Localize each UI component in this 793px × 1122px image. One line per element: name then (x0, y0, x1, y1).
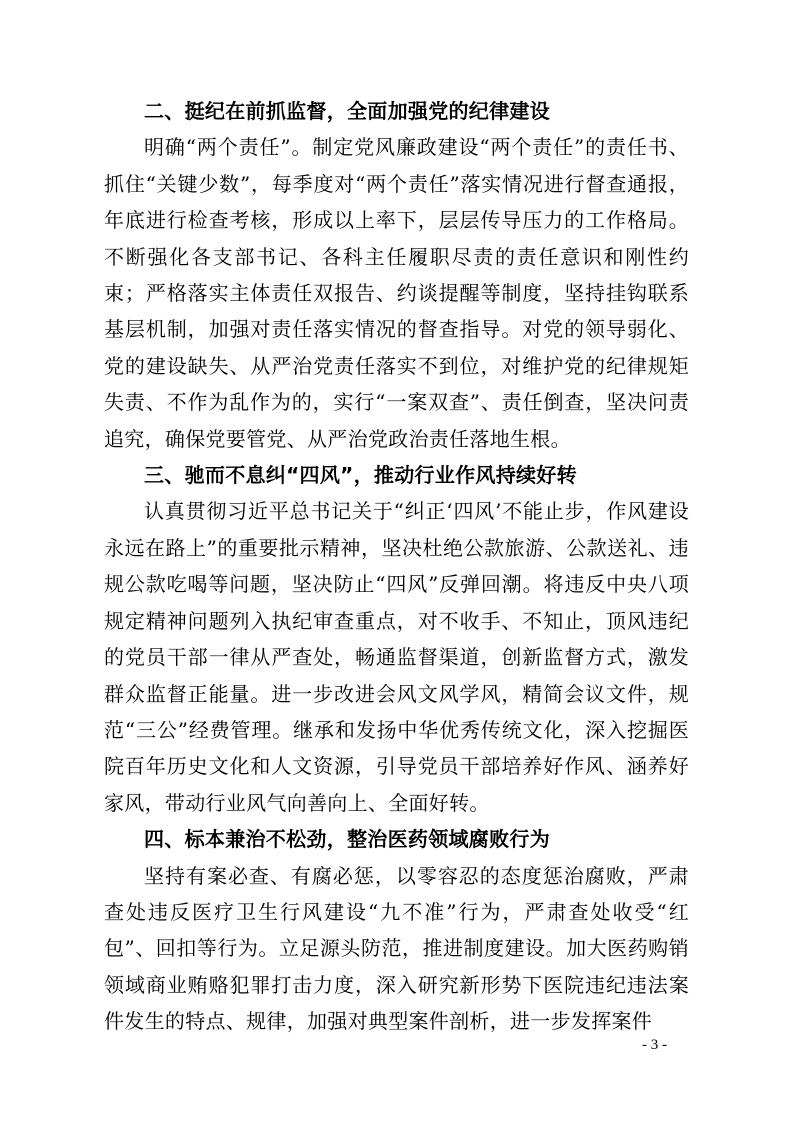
section-paragraph-3: 认真贯彻习近平总书记关于“纠正‘四风’不能止步，作风建设永远在路上”的重要批示精神，坚决杜绝公款旅游、公款送礼、违规公款吃喝等问题，坚决防止“四风”反弹回潮。将违反中央八项规定精神问题列入执纪审查重点，对不收手、不知止，顶风违纪的党员干部一律从严查处，畅通监督渠道，创新监督方式，激发群众监督正能量。进一步改进会风文风学风，精简会议文件，规范“三公”经费管理。继承和发扬中华优秀传统文化，深入挖掘医院百年历史文化和人文资源，引导党员干部培养好作风、涵养好家风，带动行业风气向善向上、全面好转。 (104, 499, 689, 815)
section-paragraph-2: 明确“两个责任”。制定党风廉政建设“两个责任”的责任书、抓住“关键少数”，每季度对“两个责任”落实情况进行督查通报，年底进行检查考核，形成以上率下，层层传导压力的工作格局。不断强化各支部书记、各科主任履职尽责的责任意识和刚性约束；严格落实主体责任双报告、约谈提醒等制度，坚持挂钩联系基层机制，加强对责任落实情况的督查指导。对党的领导弱化、党的建设缺失、从严治党责任落实不到位，对维护党的纪律规矩失责、不作为乱作为的，实行“一案双查”、责任倒查，坚决问责追究，确保党要管党、从严治党政治责任落地生根。 (104, 135, 689, 451)
document-body (104, 93, 689, 1040)
section-paragraph-4: 坚持有案必查、有腐必惩，以零容忍的态度惩治腐败，严肃查处违反医疗卫生行风建设“九不准”行为，严肃查处收受“红包”、回扣等行为。立足源头防范，推进制度建设。加大医药购销领域商业贿赂犯罪打击力度，深入研究新形势下医院违纪违法案件发生的特点、规律，加强对典型案件剖析，进一步发挥案件 (104, 863, 689, 1034)
page-number: - 3 - (642, 1037, 667, 1053)
section-heading-2: 二、挺纪在前抓监督，全面加强党的纪律建设 (144, 99, 550, 123)
section-heading-4: 四、标本兼治不松劲，整治医药领域腐败行为 (144, 827, 550, 852)
section-heading-3: 三、驰而不息纠“四风”，推动行业作风持续好转 (144, 463, 577, 488)
